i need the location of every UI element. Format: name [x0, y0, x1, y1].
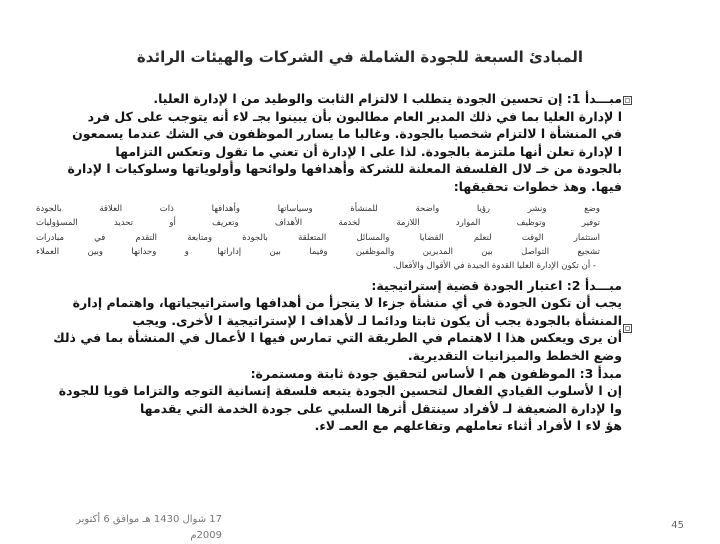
- steps-cell: بالجودة: [36, 203, 62, 214]
- steps-cell: المسؤوليات: [36, 218, 78, 229]
- steps-cell: وفيما: [309, 247, 328, 258]
- steps-cell: إداراتها: [217, 247, 242, 258]
- principle-1-heading: مبـــدأ 1: إن تحسين الجودة يتطلب ا لالتزام الثابت والوطيد من ا لإدارة العليا.: [153, 91, 622, 106]
- steps-cell: رؤيا: [476, 203, 491, 214]
- bullet-square-icon: [623, 96, 632, 105]
- steps-cell: مبادرات: [36, 232, 64, 243]
- steps-row: [36, 231, 600, 246]
- steps-cell: ونشر: [527, 203, 547, 214]
- steps-cell: تشجيع: [577, 247, 600, 258]
- principle-2-line: المنشأة بالجودة يجب أن يكون ثابتا ودائما لـ لأهداف ا لإستراتيجية ا لأخرى. ويجب: [132, 312, 622, 328]
- slide-content: [36, 90, 622, 435]
- steps-cell: المديرين: [422, 247, 453, 258]
- steps-cell: وسياساتها: [277, 203, 313, 214]
- steps-cell: الأهداف: [274, 218, 303, 229]
- steps-cell: واضحة: [415, 203, 440, 214]
- steps-cell: القضايا: [419, 232, 444, 243]
- steps-cell: وضع: [584, 203, 600, 214]
- principle-1-line: ا لإدارة العليا بما في ذلك المدير العام مطالبون بأن يبينوا بجـ لاء أنه يتوجب على كل فرد: [87, 108, 622, 124]
- principle-1: [36, 90, 622, 273]
- principle-3-line: إن ا لأسلوب القيادي الفعال لتحسين الجودة يتبعه فلسفة إنسانية التوجه والتزاما قويا للجودة: [58, 383, 622, 399]
- steps-cell: بين: [481, 247, 493, 258]
- steps-row: [36, 202, 600, 217]
- principle-1-line: فيها. وهذ خطوات تحقيقها:: [453, 178, 622, 194]
- principle-2-heading: مبـــدأ 2: اعتبار الجودة قضية إستراتيجية:: [371, 277, 622, 293]
- principle-1-line: في المنشأة ا لالتزام شخصيا بالجودة. وغالبا ما يسارر الموظفون في الشك عندما يسمعون: [72, 126, 622, 142]
- steps-cell: لخدمة: [338, 218, 361, 229]
- steps-cell: أو: [169, 218, 176, 229]
- steps-cell: بين: [269, 247, 281, 258]
- steps-cell: والموظفين: [355, 247, 395, 258]
- steps-cell: للمنشأة: [350, 203, 378, 214]
- steps-cell: و: [184, 247, 189, 258]
- steps-row: [36, 245, 600, 260]
- page-number: 45: [671, 520, 684, 531]
- footer-date-line: 2009م: [190, 530, 222, 541]
- steps-cell: لتعلم: [473, 232, 492, 243]
- principle-2: [36, 277, 622, 365]
- footer-date: [22, 512, 222, 544]
- steps-cell: العلاقة: [99, 203, 123, 214]
- steps-cell: وبين: [87, 247, 103, 258]
- steps-cell: العملاء: [36, 247, 60, 258]
- steps-cell: ذات: [159, 203, 174, 214]
- steps-table: [36, 202, 600, 273]
- steps-cell: وحداتها: [131, 247, 157, 258]
- principle-2-line: وضع الخطط والميزانيات التقديرية.: [407, 347, 622, 363]
- principle-2-line: يجب أن تكون الجودة في أي منشأة جزءا لا يتجزأ من أهدافها واستراتيجياتها، واهتمام إدارة: [72, 295, 622, 311]
- steps-cell: تحديد: [113, 218, 134, 229]
- principle-1-line: ا لإدارة تعلن أنها ملتزمة بالجودة. لذا على ا لإدارة أن تعني ما تقول وتعكس التزامها: [115, 143, 622, 159]
- steps-cell: المتعلقة: [298, 232, 327, 243]
- steps-cell: ومتابعة: [187, 232, 213, 243]
- steps-cell: الموارد: [455, 218, 481, 229]
- steps-cell: التواصل: [521, 247, 550, 258]
- steps-cell: والمسائل: [356, 232, 390, 243]
- slide-title: المبادئ السبعة للجودة الشاملة في الشركات والهيئات الرائدة: [136, 48, 584, 66]
- footer-date-line: 17 شوال 1430 هـ موافق 6 أكتوبر: [76, 514, 222, 525]
- steps-cell: بالجودة: [242, 232, 268, 243]
- bullet-square-icon: [623, 324, 632, 333]
- principle-2-line: أن يرى ويعكس هذا ا لاهتمام في الطريقة التي تمارس فيها ا لأعمال في المنشأة بما في ذلك: [53, 330, 622, 346]
- steps-cell: استثمار: [573, 232, 600, 243]
- steps-cell: وأهدافها: [211, 203, 240, 214]
- principle-3-line: هؤ لاء ا لأفراد أثناء تعاملهم وتفاعلهم مع العمـ لاء.: [314, 418, 622, 434]
- steps-cell: وتوظيف: [516, 218, 546, 229]
- steps-cell: وتعريف: [212, 218, 239, 229]
- steps-cell: توفير: [581, 218, 600, 229]
- steps-cell: التقدم: [135, 232, 158, 243]
- principle-3-heading: مبدأ 3: الموظفون هم ا لأساس لتحقيق جودة ثابتة ومستمرة:: [250, 365, 622, 381]
- principle-1-line: بالجودة من خـ لال الفلسفة المعلنة للشركة وأهدافها ولوائحها وأولوياتها وسلوكيات ا لإدارة: [67, 161, 622, 177]
- steps-cell: في: [94, 232, 106, 243]
- steps-row: [36, 216, 600, 231]
- steps-cell: اللازمة: [396, 218, 420, 229]
- steps-note: - أن تكون الإدارة العليا القدوة الجيدة في الأقوال والأفعال.: [392, 260, 596, 271]
- principle-3: [36, 365, 622, 435]
- steps-cell: الوقت: [521, 232, 544, 243]
- principle-3-line: وا لإدارة الضعيفة لـ لأفراد سينتقل أثرها السلبي على جودة الخدمة التي يقدمها: [139, 400, 622, 416]
